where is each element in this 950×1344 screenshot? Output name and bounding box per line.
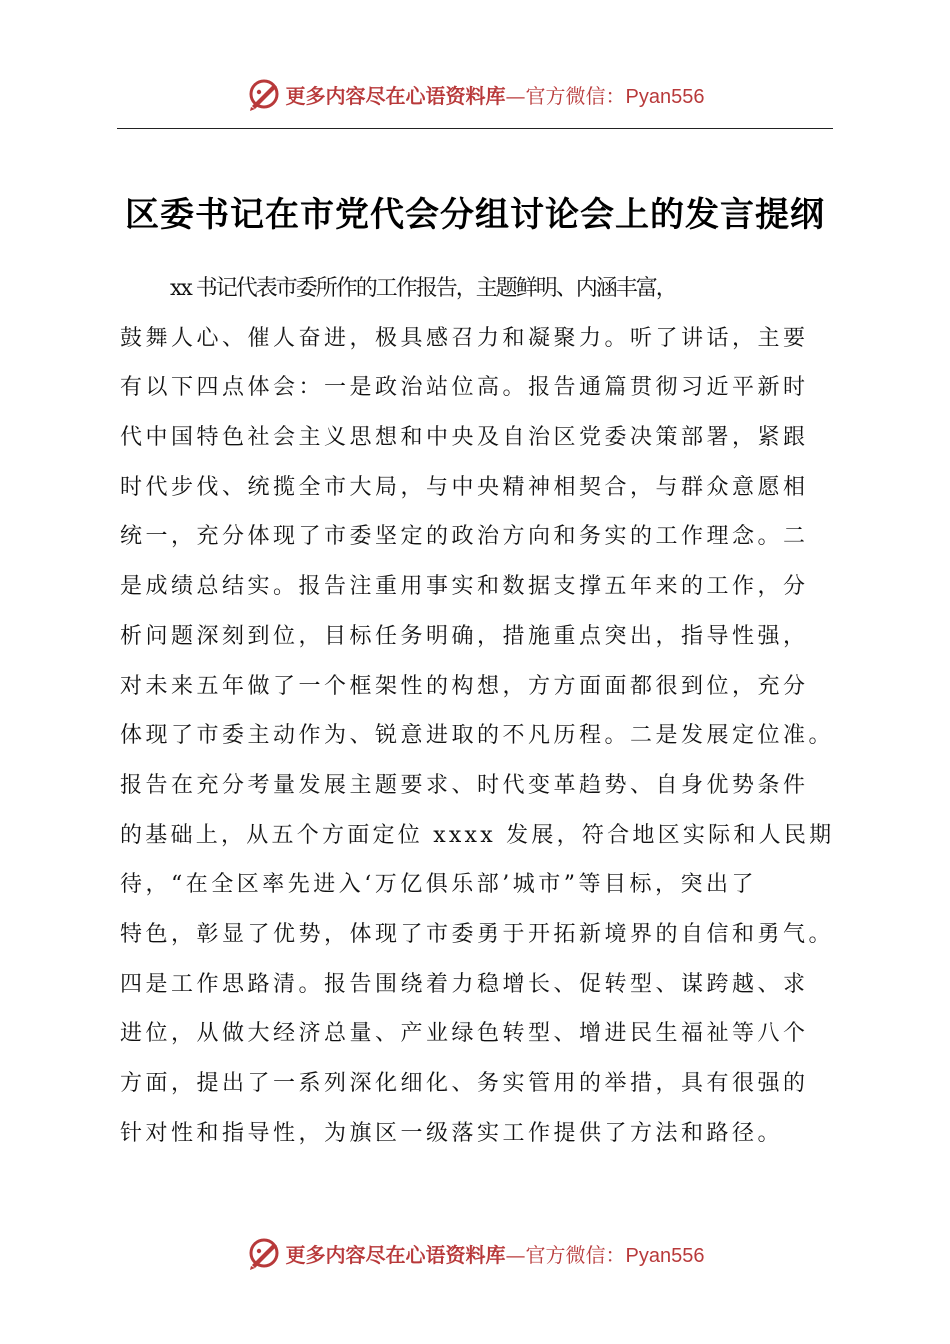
watermark-text: 更多内容尽在心语资料库—官方微信：Pyan556 — [285, 83, 705, 108]
body-line: 方面，提出了一系列深化细化、务实管用的举措，具有很强的 — [120, 1071, 809, 1096]
body-line: 报告在充分考量发展主题要求、时代变革趋势、自身优势条件 — [120, 772, 809, 798]
body-line: 时代步伐、统揽全市大局，与中央精神相契合，与群众意愿相 — [120, 474, 809, 500]
body-line: 待，“在全区率先进入‘万亿俱乐部’城市”等目标，突出了 — [120, 872, 757, 898]
header-watermark — [0, 76, 950, 112]
footer-watermark — [0, 1235, 950, 1271]
body-line: 四是工作思路清。报告围绕着力稳增长、促转型、谋跨越、求 — [120, 971, 809, 997]
body-line: 有以下四点体会：一是政治站位高。报告通篇贯彻习近平新时 — [120, 375, 809, 401]
body-line: 的基础上，从五个方面定位 xxxx 发展，符合地区实际和人民期 — [120, 822, 835, 848]
body-line: 是成绩总结实。报告注重用事实和数据支撑五年来的工作，分 — [120, 574, 809, 600]
watermark-text: 更多内容尽在心语资料库—官方微信：Pyan556 — [285, 1242, 705, 1267]
document-body — [120, 264, 835, 1158]
header-divider — [117, 128, 833, 129]
body-line: 针对性和指导性，为旗区一级落实工作提供了方法和路径。 — [120, 1120, 784, 1146]
body-line: 代中国特色社会主义思想和中央及自治区党委决策部署，紧跟 — [120, 425, 809, 451]
body-line: 进位，从做大经济总量、产业绿色转型、增进民生福祉等八个 — [120, 1021, 809, 1047]
pen-logo-icon — [246, 76, 282, 112]
body-line: 析问题深刻到位，目标任务明确，措施重点突出，指导性强， — [120, 623, 809, 649]
body-line: 特色，彰显了优势，体现了市委勇于开拓新境界的自信和勇气。 — [120, 921, 835, 947]
body-line: 统一，充分体现了市委坚定的政治方向和务实的工作理念。二 — [120, 524, 809, 550]
body-line: 对未来五年做了一个框架性的构想，方方面面都很到位，充分 — [120, 673, 809, 699]
pen-logo-icon — [246, 1235, 282, 1271]
document-title: 区委书记在市党代会分组讨论会上的发言提纲 — [125, 195, 825, 235]
body-line: 鼓舞人心、催人奋进，极具感召力和凝聚力。听了讲话，主要 — [120, 325, 809, 351]
body-line: xx 书记代表市委所作的工作报告，主题鲜明、内涵丰富， — [170, 276, 676, 301]
body-line: 体现了市委主动作为、锐意进取的不凡历程。二是发展定位准。 — [120, 723, 835, 749]
